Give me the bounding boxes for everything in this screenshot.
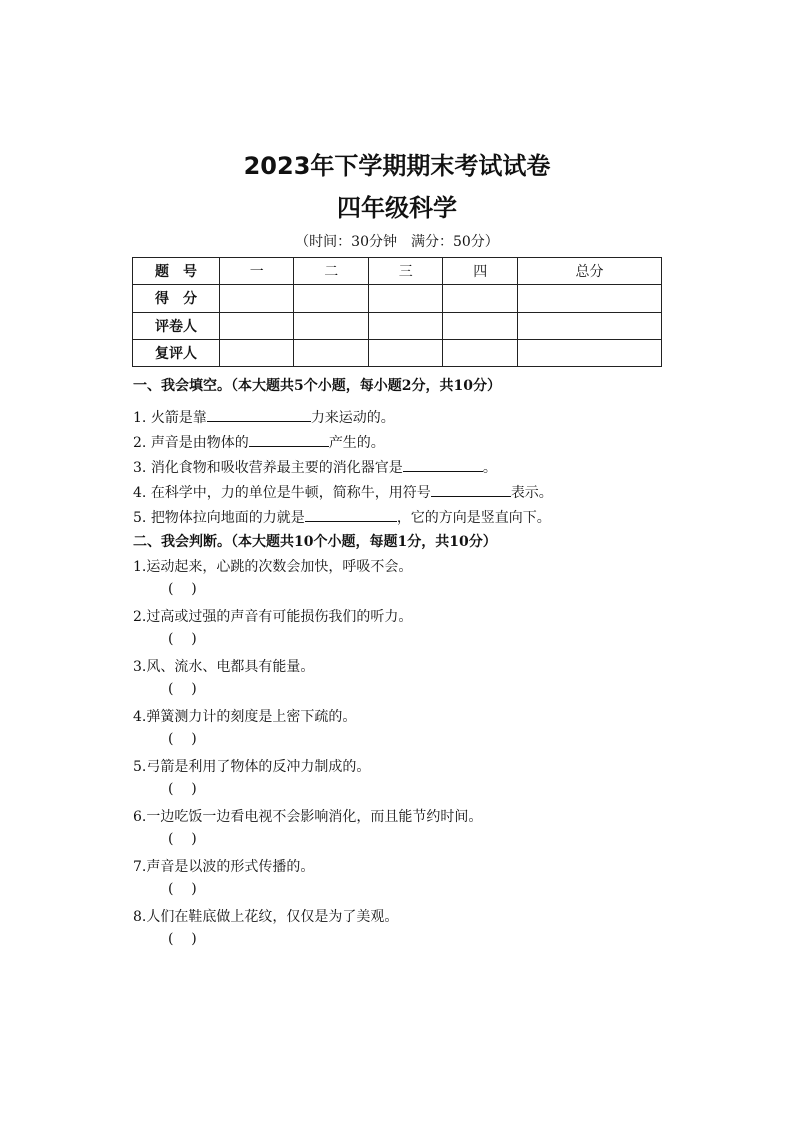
answer-blank[interactable]: [249, 432, 329, 447]
question-number: 5.: [133, 510, 147, 526]
answer-parentheses[interactable]: ( ): [168, 931, 197, 947]
question-text: 。: [482, 460, 497, 476]
score-cell: [294, 339, 368, 366]
judge-question-5: 5.弓箭是利用了物体的反冲力制成的。: [133, 759, 371, 775]
judge-question-1: 1.运动起来，心跳的次数会加快，呼吸不会。: [133, 559, 413, 575]
section2-heading: 二、我会判断。（本大题共10个小题，每题1分，共10分）: [133, 534, 497, 550]
answer-parentheses[interactable]: ( ): [168, 681, 197, 697]
score-cell: [443, 339, 517, 366]
score-col-label: 题 号: [133, 258, 220, 285]
score-cell: [368, 285, 442, 312]
score-table-header-row: [133, 258, 662, 285]
answer-parentheses[interactable]: ( ): [168, 631, 197, 647]
question-text: 产生的。: [328, 435, 385, 451]
answer-parentheses[interactable]: ( ): [168, 881, 197, 897]
score-col-4: 四: [443, 258, 517, 285]
question-number: 4.: [133, 485, 147, 501]
judge-question-3: 3.风、流水、电都具有能量。: [133, 659, 315, 675]
question-text: ，它的方向是竖直向下。: [396, 510, 551, 526]
score-cell: [220, 339, 294, 366]
fill-question-3: [133, 457, 497, 477]
score-cell: [517, 339, 661, 366]
answer-blank[interactable]: [305, 507, 397, 522]
judge-question-4: 4.弹簧测力计的刻度是上密下疏的。: [133, 709, 357, 725]
score-col-3: 三: [368, 258, 442, 285]
fill-question-2: [133, 432, 385, 452]
exam-title: 2023年下学期期末考试试卷: [243, 152, 551, 180]
question-text: 力来运动的。: [310, 410, 395, 426]
score-cell: [294, 312, 368, 339]
fill-question-4: [133, 482, 553, 502]
question-text: 消化食物和吸收营养最主要的消化器官是: [150, 460, 403, 476]
answer-parentheses[interactable]: ( ): [168, 731, 197, 747]
judge-question-6: 6.一边吃饭一边看电视不会影响消化，而且能节约时间。: [133, 809, 483, 825]
score-col-total: 总分: [517, 258, 661, 285]
answer-blank[interactable]: [403, 457, 483, 472]
judge-question-7: 7.声音是以波的形式传播的。: [133, 859, 315, 875]
answer-parentheses[interactable]: ( ): [168, 581, 197, 597]
answer-parentheses[interactable]: ( ): [168, 781, 197, 797]
score-cell: [220, 285, 294, 312]
score-table: [132, 257, 662, 367]
score-row-score: [133, 285, 662, 312]
score-cell: [443, 312, 517, 339]
score-cell: [368, 339, 442, 366]
score-cell: [294, 285, 368, 312]
score-row-label: 复评人: [133, 339, 220, 366]
score-row-reviewer: [133, 339, 662, 366]
answer-blank[interactable]: [431, 482, 511, 497]
score-cell: [443, 285, 517, 312]
section1-heading: 一、我会填空。（本大题共5个小题，每小题2分，共10分）: [133, 378, 501, 394]
exam-meta: （时间：30分钟 满分：50分）: [295, 234, 499, 250]
exam-subtitle: 四年级科学: [337, 194, 457, 222]
answer-parentheses[interactable]: ( ): [168, 831, 197, 847]
question-text: 火箭是靠: [150, 410, 207, 426]
question-text: 声音是由物体的: [150, 435, 249, 451]
judge-question-2: 2.过高或过强的声音有可能损伤我们的听力。: [133, 609, 413, 625]
score-col-2: 二: [294, 258, 368, 285]
question-number: 2.: [133, 435, 147, 451]
question-text: 表示。: [510, 485, 553, 501]
score-cell: [220, 312, 294, 339]
judge-question-8: 8.人们在鞋底做上花纹，仅仅是为了美观。: [133, 909, 399, 925]
score-row-label: 得 分: [133, 285, 220, 312]
question-text: 在科学中，力的单位是牛顿，简称牛，用符号: [150, 485, 431, 501]
fill-question-1: [133, 407, 395, 427]
score-row-grader: [133, 312, 662, 339]
score-row-label: 评卷人: [133, 312, 220, 339]
answer-blank[interactable]: [207, 407, 311, 422]
fill-question-5: [133, 507, 551, 527]
score-cell: [517, 285, 661, 312]
question-number: 3.: [133, 460, 147, 476]
question-number: 1.: [133, 410, 147, 426]
score-col-1: 一: [220, 258, 294, 285]
score-cell: [368, 312, 442, 339]
question-text: 把物体拉向地面的力就是: [150, 510, 305, 526]
score-cell: [517, 312, 661, 339]
